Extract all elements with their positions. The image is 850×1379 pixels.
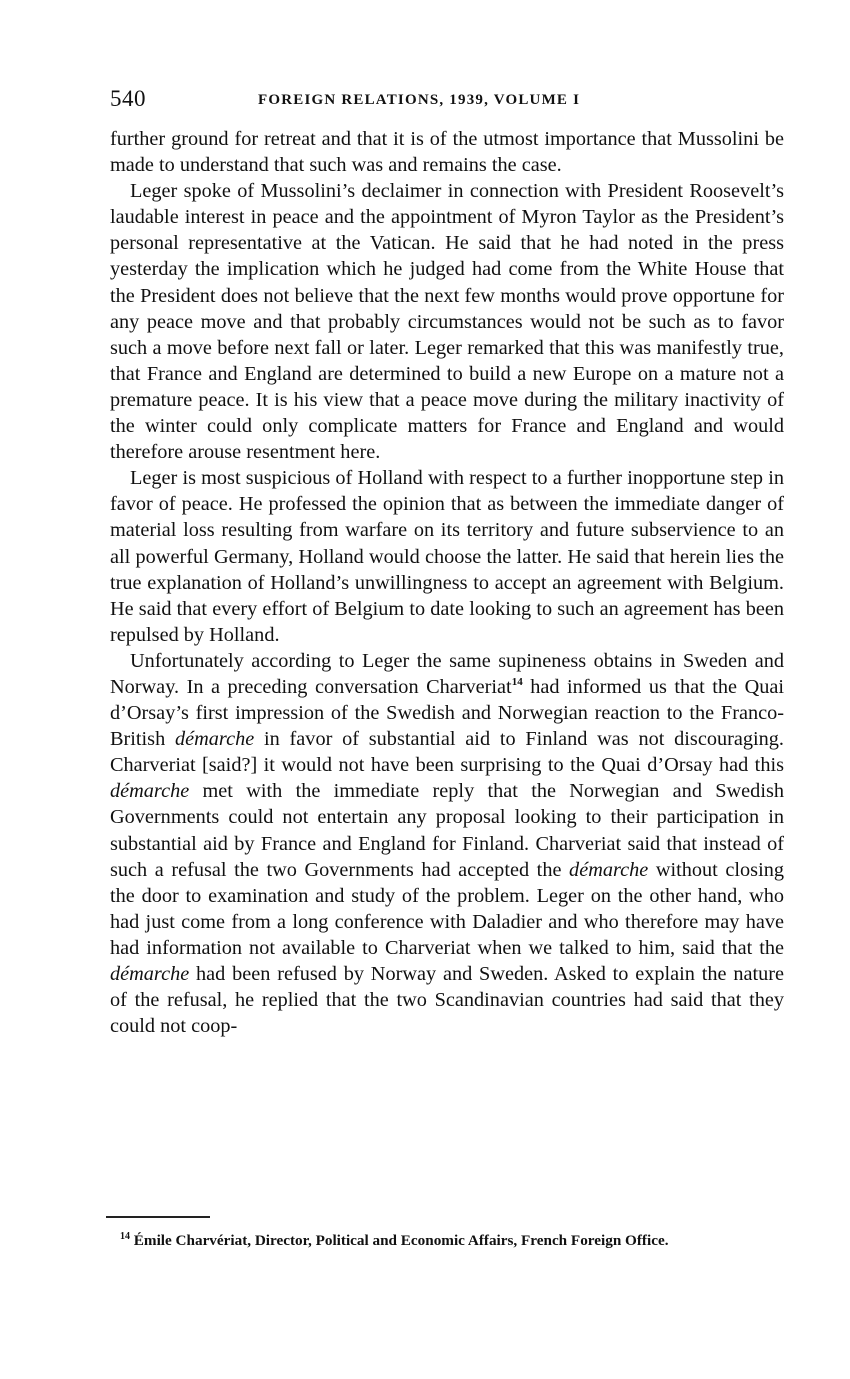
footnote-divider xyxy=(106,1216,210,1218)
paragraph-holland: Leger is most suspicious of Holland with respect to a further inopportune step in favor of peace. He professed the opinion that as between the immediate danger of material loss resulting from warfare on its territory and future subservience to an all powerful Germany, Holland would choose the latter. He said that herein lies the true explanation of Holland’s unwillingness to accept an agreement with Belgium. He said that every effort of Belgium to date looking to such an agreement has been repulsed by Holland. xyxy=(110,467,784,646)
italic-term: démarche xyxy=(110,780,190,803)
footnote-text: Émile Charvériat, Director, Political and Economic Affairs, French Foreign Office. xyxy=(130,1232,669,1249)
text-run: in favor of substantial aid to Finland was not discouraging. Charveriat [said?] it would not have been surprising to the Quai d’Orsay had this xyxy=(110,728,784,777)
text-run: met with the immediate reply that the Norwegian and Swedish Governments could not entertain any proposal looking to their participation in substantial aid by France and England for Finland. Charveriat said that instead of such a refusal the two Governments had accepted the xyxy=(110,780,784,881)
italic-term: démarche xyxy=(175,728,255,751)
paragraph-continuation: further ground for retreat and that it is of the utmost importance that Mussolini be made to understand that such was and remains the case. xyxy=(110,128,784,177)
italic-term: démarche xyxy=(569,858,649,881)
footnote xyxy=(110,1231,784,1250)
body-text xyxy=(110,126,784,1039)
page-number: 540 xyxy=(110,86,146,111)
document-page xyxy=(110,84,784,1039)
text-run: Unfortunately according to Leger the same supineness obtains in Sweden and Norway. In a preceding conversation Charveriat xyxy=(110,649,784,698)
footnote-reference-marker: 14 xyxy=(511,676,523,689)
text-run: had been refused by Norway and Sweden. Asked to explain the nature of the refusal, he replied that the two Scandinavian countries had said that they could not coop- xyxy=(110,963,784,1038)
paragraph-sweden-norway xyxy=(110,648,784,1039)
italic-term: démarche xyxy=(110,963,190,985)
paragraph-mussolini-declaimer: Leger spoke of Mussolini’s declaimer in connection with President Roosevelt’s laudable interest in peace and the appointment of Myron Taylor as the President’s personal representative at the Vatican. He said that he had noted in the press yesterday the implication which he judged had come from the White House that the President does not believe that the next few months would prove opportune for any peace move and that probably circumstances would not be such as to favor such a move before next fall or later. Leger remarked that this was manifestly true, that France and England are determined to build a new Europe on a mature not a premature peace. It is his view that a peace move during the military inactivity of the winter could only complicate matters for France and England and would therefore arouse resentment here. xyxy=(110,180,784,464)
running-header xyxy=(110,84,784,118)
text-run: without closing the door to examination and study of the problem. Leger on the other hand, who had just come from a long conference with Daladier and who therefore may have had information not available to Charveriat when we talked to him, said that the xyxy=(110,858,784,959)
footnote-marker: 14 xyxy=(120,1230,130,1242)
text-run: had informed us that the Quai d’Orsay’s first impression of the Swedish and Norwegian reaction to the Franco-British xyxy=(110,675,784,751)
running-header-title: FOREIGN RELATIONS, 1939, VOLUME I xyxy=(258,92,581,108)
